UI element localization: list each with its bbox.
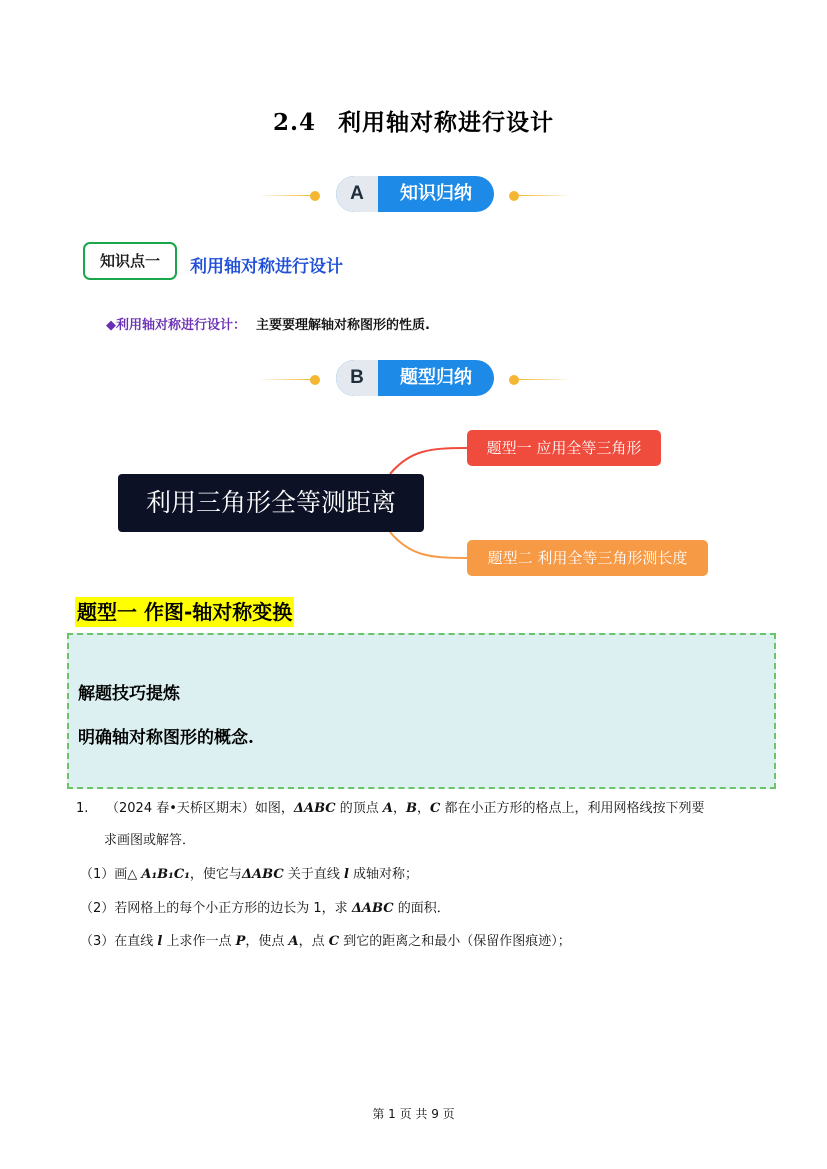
problem-text: 成轴对称； (348, 867, 419, 882)
problem-text: ，使它与 (189, 867, 242, 882)
bullet-body: 主要要理解轴对称图形的性质. (256, 318, 430, 333)
problem-part-2 (80, 897, 450, 916)
problem-text: ，使点 (245, 934, 289, 949)
mindmap-root: 利用三角形全等测距离 (118, 474, 424, 532)
tips-heading: 解题技巧提炼 (78, 684, 180, 704)
decor-dot-right (509, 191, 519, 201)
problem-part-1 (80, 863, 418, 882)
point-a: A (288, 934, 299, 949)
title-number: 2.4 (272, 109, 316, 136)
triangle-abc: ΔABC (351, 901, 394, 916)
point-b: B (406, 801, 418, 816)
page-title (0, 104, 827, 137)
section-b-label: 题型归纳 (400, 367, 472, 388)
problem-text: （1）画△ (80, 867, 142, 882)
section-a-letter: A (336, 176, 378, 212)
problem-line-1 (76, 797, 705, 816)
section-a-label: 知识归纳 (400, 183, 472, 204)
problem-text: （2024 春•天桥区期末）如图， (106, 801, 294, 816)
point-a: A (382, 801, 393, 816)
mindmap-node-2: 题型二 利用全等三角形测长度 (467, 540, 708, 576)
line-l: l (343, 867, 349, 882)
page-footer: 第 1 页 共 9 页 (372, 1107, 455, 1121)
triangle-a1b1c1: A₁B₁C₁ (141, 867, 190, 882)
point-c: C (430, 801, 441, 816)
line-l: l (157, 934, 163, 949)
problem-line-2: 求画图或解答． (104, 833, 196, 848)
problem-part-3 (80, 930, 571, 949)
problem-text: ，点 (298, 934, 329, 949)
section-a-pill (336, 176, 494, 212)
problem-text: 到它的距离之和最小（保留作图痕迹）； (339, 934, 571, 949)
problem-text: 关于直线 (283, 867, 344, 882)
type-heading: 题型一 作图-轴对称变换 (75, 597, 294, 627)
problem-text: 的顶点 (335, 801, 383, 816)
problem-text: 都在小正方形的格点上，利用网格线按下列要 (440, 801, 705, 816)
title-text: 利用轴对称进行设计 (338, 109, 554, 136)
section-b-banner (0, 360, 827, 400)
triangle-abc: ΔABC (241, 867, 284, 882)
section-a-banner (0, 176, 827, 216)
decor-line-left (258, 379, 313, 380)
section-b-letter: B (336, 360, 378, 396)
mindmap-node-1: 题型一 应用全等三角形 (467, 430, 661, 466)
section-b-pill (336, 360, 494, 396)
problem-text: 上求作一点 (162, 934, 236, 949)
connector-to-node-2 (390, 532, 467, 558)
tips-body: 明确轴对称图形的概念. (78, 728, 254, 748)
problem-text: （2）若网格上的每个小正方形的边长为 1，求 (80, 901, 352, 916)
knowledge-point-badge: 知识点一 (83, 242, 177, 280)
problem-text: 的面积． (393, 901, 450, 916)
knowledge-point-bullet (106, 314, 430, 333)
point-p: P (235, 934, 246, 949)
problem-text: ， (417, 801, 431, 816)
knowledge-point-title: 利用轴对称进行设计 (190, 257, 343, 277)
bullet-label: ◆利用轴对称进行设计： (106, 318, 246, 333)
tips-box (67, 633, 776, 789)
decor-dot-left (310, 375, 320, 385)
decor-dot-left (310, 191, 320, 201)
decor-dot-right (509, 375, 519, 385)
connector-to-node-1 (390, 448, 467, 474)
decor-line-right (518, 379, 573, 380)
problem-number: 1. (76, 801, 89, 816)
triangle-abc: ΔABC (293, 801, 336, 816)
decor-line-right (518, 195, 573, 196)
decor-line-left (258, 195, 313, 196)
point-c: C (328, 934, 340, 949)
problem-text: ， (393, 801, 407, 816)
problem-text: （3）在直线 (80, 934, 158, 949)
